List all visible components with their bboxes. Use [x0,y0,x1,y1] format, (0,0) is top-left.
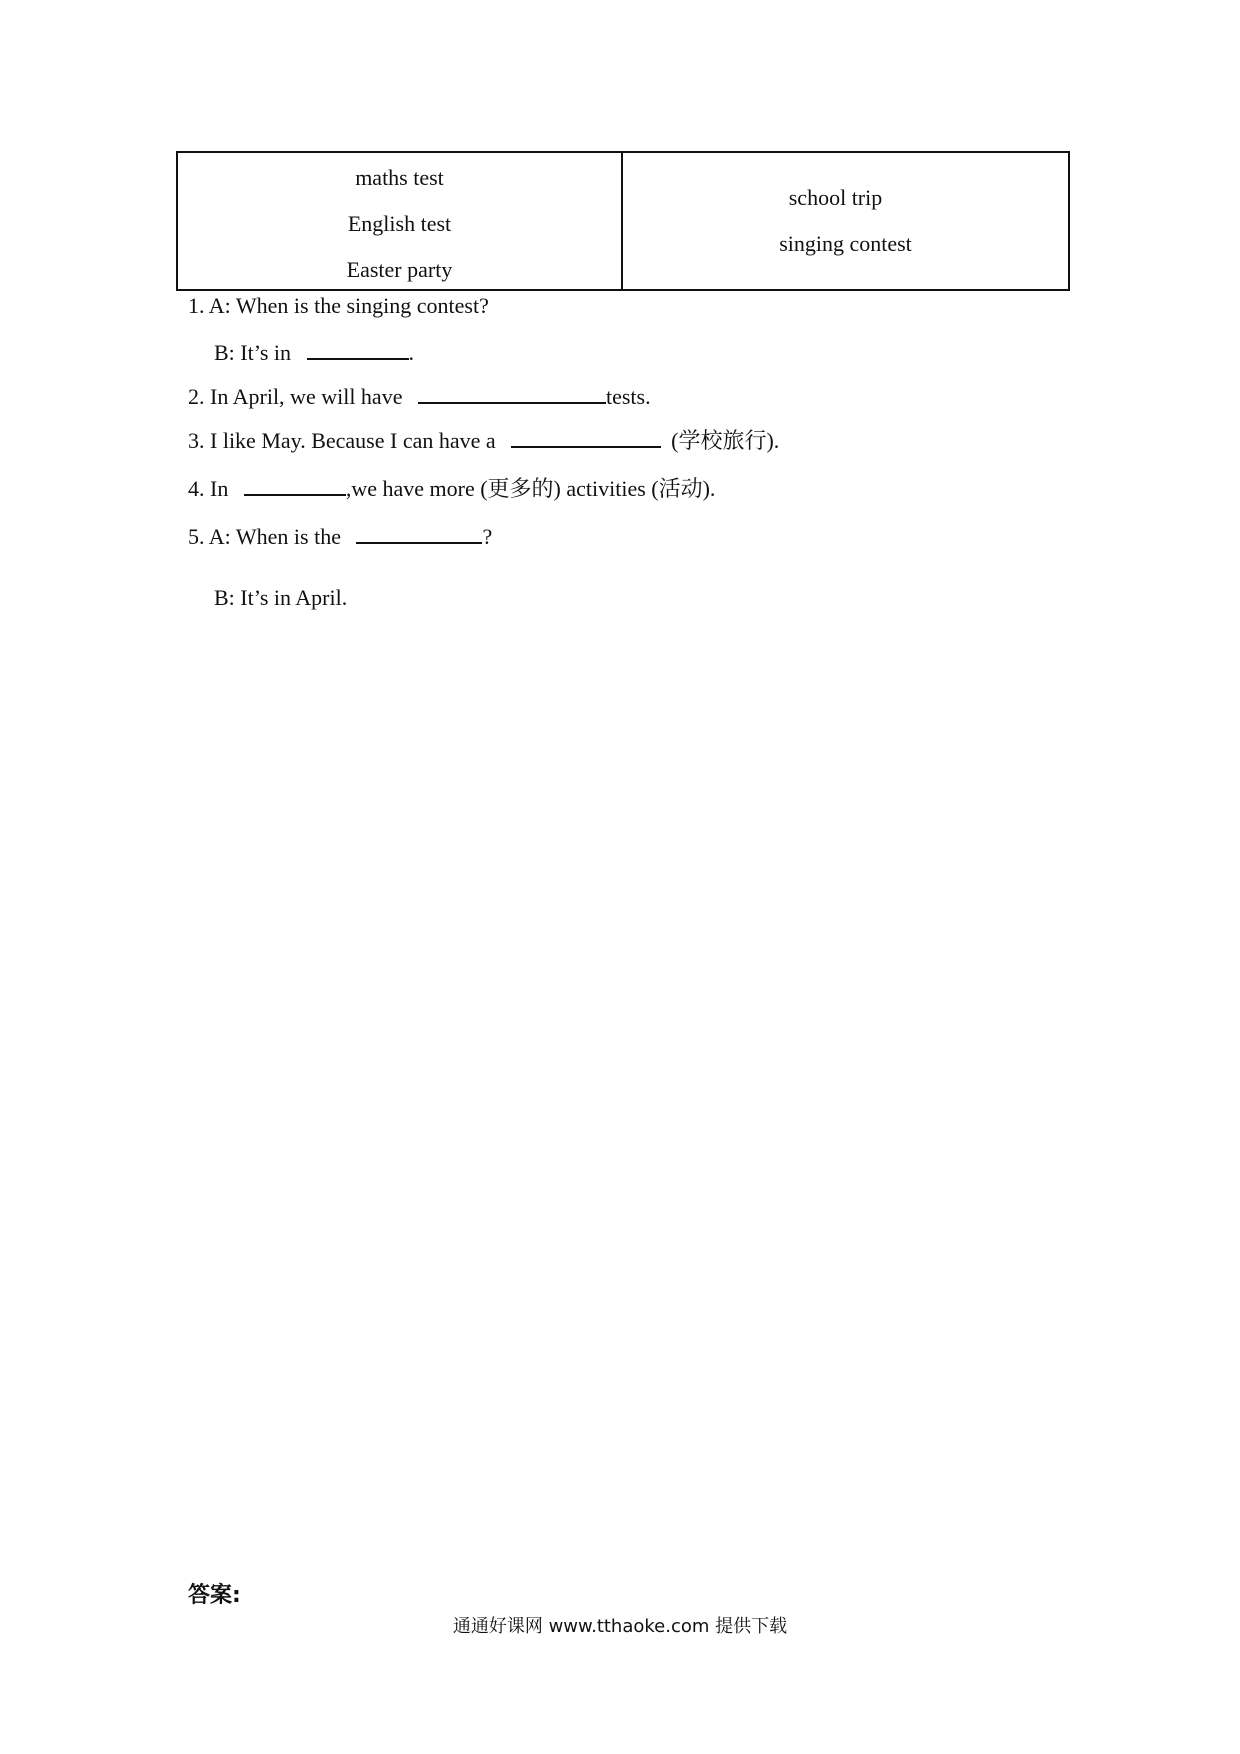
question-2 [188,380,651,411]
word-bank-item: school trip [788,185,883,210]
question-5a [188,520,492,551]
word-bank-left-column [178,153,623,289]
footer-source: 通通好课网 www.tthaoke.com 提供下载 [452,1616,788,1637]
question-text: 3. I like May. Because I can have a [188,428,496,453]
question-suffix: ,we have more (更多的) activities (活动). [345,476,716,501]
word-bank-item: English test [347,211,452,236]
question-text: 2. In April, we will have [188,384,403,409]
question-text: 4. In [188,476,229,501]
question-text: B: It’s in April. [214,585,348,610]
answer-blank[interactable] [244,472,346,496]
question-1b [214,336,414,367]
question-text: 5. A: When is the [188,524,341,549]
question-suffix: ? [482,524,493,549]
answers-heading: 答案: [188,1583,241,1608]
question-1a [188,292,489,320]
answer-blank[interactable] [418,380,606,404]
question-4 [188,472,715,503]
question-text: B: It’s in [214,340,292,365]
word-bank-item: singing contest [779,231,912,256]
word-bank-table [176,151,1070,291]
answer-blank[interactable] [356,520,482,544]
answer-blank[interactable] [307,336,409,360]
answer-blank[interactable] [511,424,661,448]
question-3 [188,424,779,455]
question-5b [214,584,347,612]
word-bank-item: Easter party [346,257,453,282]
word-bank-item: maths test [355,165,444,190]
question-suffix: tests. [605,384,651,409]
word-bank-right-column [623,153,1068,289]
question-text: 1. A: When is the singing contest? [188,293,489,318]
question-suffix: (学校旅行). [671,428,780,453]
question-suffix: . [408,340,415,365]
